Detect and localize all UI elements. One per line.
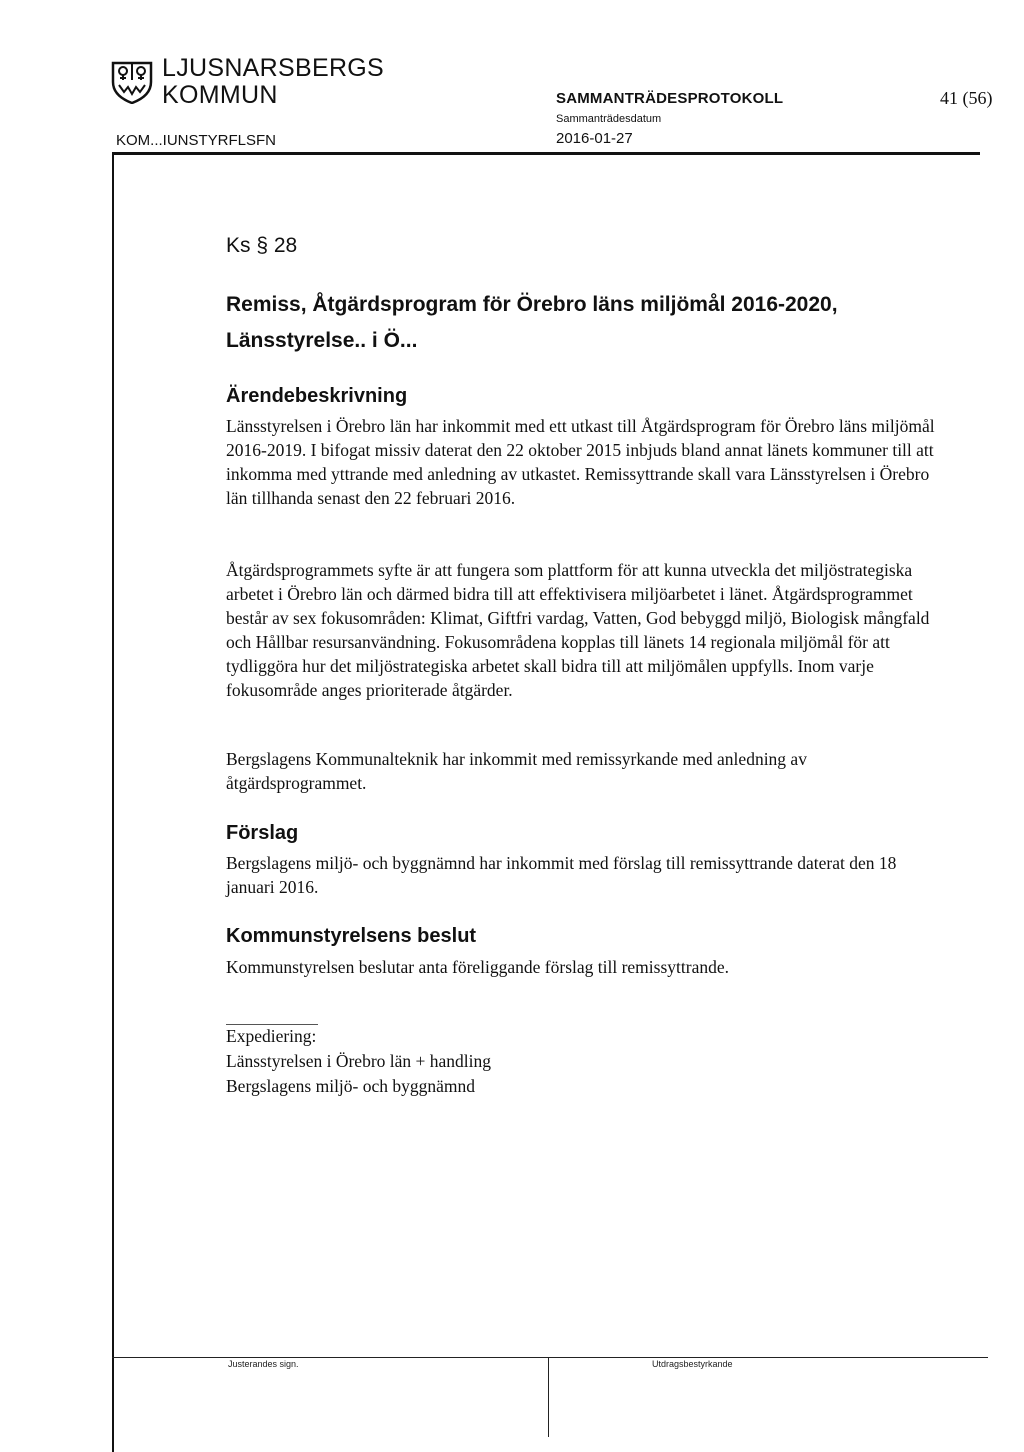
organization-name-line1: LJUSNARSBERGS (162, 54, 385, 82)
organization-name-line2: KOMMUN (162, 81, 278, 109)
distribution-item: Länsstyrelsen i Örebro län + handling (226, 1051, 492, 1071)
extract-certification-label: Utdragsbestyrkande (652, 1359, 733, 1369)
heading-arendebeskrivning: Ärendebeskrivning (226, 385, 408, 407)
municipal-coat-of-arms-icon (110, 60, 154, 104)
meeting-date-value: 2016-01-27 (556, 130, 633, 147)
signature-label: Justerandes sign. (228, 1359, 299, 1369)
case-title-line1: Remiss, Åtgärdsprogram för Örebro läns miljömål 2016-2020, (226, 293, 838, 316)
paragraph-consultation-reply: Bergslagens Kommunalteknik har inkommit med remissyrkande med anledning av åtgärdsprogrammet. (226, 749, 807, 793)
heading-forslag: Förslag (226, 822, 299, 844)
heading-beslut: Kommunstyrelsens beslut (226, 925, 477, 947)
paragraph-proposal: Bergslagens miljö- och byggnämnd har inkommit med förslag till remissyttrande daterat den 18 januari 2016. (226, 853, 897, 897)
margin-line (112, 152, 114, 1452)
paragraph-decision: Kommunstyrelsen beslutar anta föreliggande förslag till remissyttrande. (226, 957, 729, 977)
page-number: 41 (56) (940, 88, 993, 108)
document-type-title: SAMMANTRÄDESPROTOKOLL (556, 90, 784, 107)
distribution-item: Bergslagens miljö- och byggnämnd (226, 1076, 476, 1096)
organizational-unit: KOM...IUNSTYRFLSFN (116, 132, 277, 149)
distribution-label: Expediering: (226, 1026, 317, 1046)
paragraph-background: Länsstyrelsen i Örebro län har inkommit med ett utkast till Åtgärdsprogram för Örebro läns miljömål 2016-2019. I bifogat missiv daterat den 22 oktober 2015 inbjuds bland annat länets kommuner till att inkomma med yttrande med anledning av utkastet. Remissyttrande skall vara Länsstyrelsen i Örebro län tillhanda senast den 22 februari 2016. (226, 416, 935, 508)
case-title-line2: Länsstyrelse.. i Ö... (226, 329, 418, 352)
section-number: Ks § 28 (226, 234, 298, 257)
footer-divider (112, 1357, 988, 1358)
paragraph-program-purpose: Åtgärdsprogrammets syfte är att fungera som plattform för att kunna utveckla det miljöstrategiska arbetet i Örebro län och därmed bidra till att effektivisera miljöarbetet i länet. Åtgärdsprogrammet består av sex fokusområden: Klimat, Giftfri vardag, Vatten, God bebyggd miljö, Biologisk mångfald och Hållbar resursanvändning. Fokusområdena kopplas till länets 14 regionala miljömål för att tydliggöra hur det miljöstrategiska arbetet skall bidra till att miljömålen uppfylls. Inom varje fokusområde anges prioriterade åtgärder. (226, 560, 930, 700)
footer-column-divider (548, 1357, 549, 1437)
meeting-date-label: Sammanträdesdatum (556, 113, 662, 125)
header-divider (112, 152, 980, 155)
